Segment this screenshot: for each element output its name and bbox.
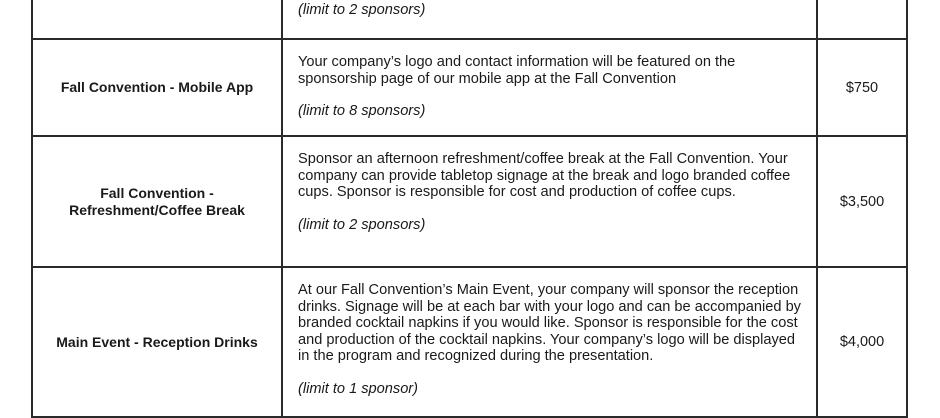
table-row (31, 40, 908, 137)
sponsorship-description-cell (281, 137, 816, 266)
sponsor-limit: (limit to 1 sponsor) (298, 380, 419, 397)
sponsorship-name: Fall Convention - Refreshment/Coffee Break (31, 137, 281, 266)
sponsor-limit: (limit to 8 sponsors) (298, 103, 426, 120)
sponsorship-description-cell (281, 268, 816, 416)
sponsorship-name: Main Event - Reception Drinks (31, 268, 281, 416)
sponsorship-description: Sponsor an afternoon refreshment/coffee break at the Fall Convention. Your company can provide tabletop signage at the break and logo branded coffee cups. Sponsor is responsible for cost and production of coffee cups. (298, 151, 791, 201)
sponsorship-price: $4,000 (816, 268, 908, 416)
sponsor-limit: (limit to 2 sponsors) (298, 216, 426, 233)
sponsor-limit: (limit to 2 sponsors) (298, 2, 426, 18)
sponsorship-table (31, 0, 908, 418)
sponsorship-price: $3,500 (816, 137, 908, 266)
sponsorship-description-cell (281, 0, 816, 38)
sponsorship-description: At our Fall Convention’s Main Event, your company will sponsor the reception drinks. Signage will be at each bar with your logo and can be accompanied by branded cocktail napkins if you would like. Sponsor is responsible for the cost and production of the cocktail napkins. Your company’s logo will be displayed in the program and recognized during the presentation. (298, 282, 801, 365)
table-row (31, 268, 908, 418)
table-row (31, 0, 908, 40)
sponsorship-name (31, 0, 281, 38)
table-row (31, 137, 908, 268)
sponsorship-price (816, 0, 908, 38)
sponsorship-description: Your company’s logo and contact information will be featured on the sponsorship page of our mobile app at the Fall Convention (298, 54, 736, 87)
sponsorship-price: $750 (816, 40, 908, 135)
sponsorship-description-cell (281, 40, 816, 135)
sponsorship-name: Fall Convention - Mobile App (31, 40, 281, 135)
